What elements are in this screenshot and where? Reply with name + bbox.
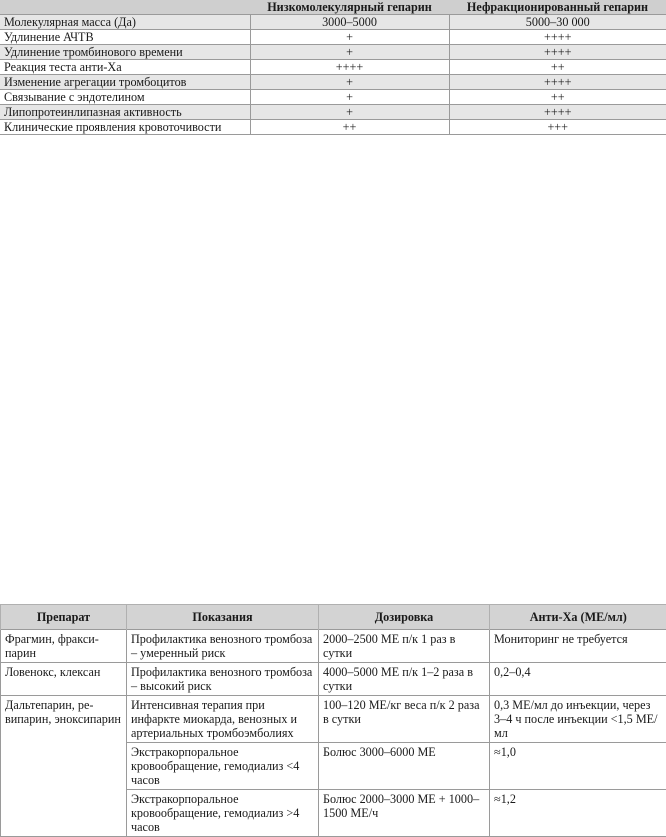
antixa-cell: 0,2–0,4 xyxy=(490,663,666,696)
table-row xyxy=(0,30,666,45)
property-cell: Изменение агрегации тромбоцитов xyxy=(0,75,250,90)
table-row xyxy=(0,15,666,30)
ufh-value: ++ xyxy=(449,90,666,105)
indication-cell: Экстракорпоральное кровообращение, гемодиализ >4 часов xyxy=(127,790,319,837)
ufh-value: ++++ xyxy=(449,45,666,60)
lmwh-value: + xyxy=(250,105,449,120)
table-row xyxy=(0,60,666,75)
antixa-cell: ≈1,2 xyxy=(490,790,666,837)
indication-cell: Экстракорпоральное кровообращение, гемодиализ <4 часов xyxy=(127,743,319,790)
lmwh-value: + xyxy=(250,45,449,60)
table-header-row xyxy=(0,0,666,15)
ufh-value: 5000–30 000 xyxy=(449,15,666,30)
dose-cell: 4000–5000 МЕ п/к 1–2 раза в сутки xyxy=(319,663,490,696)
ufh-value: ++ xyxy=(449,60,666,75)
header-drug: Препарат xyxy=(1,605,127,630)
table-row xyxy=(0,75,666,90)
ufh-value: ++++ xyxy=(449,75,666,90)
heparin-comparison-table xyxy=(0,0,666,135)
header-indication: Показания xyxy=(127,605,319,630)
ufh-value: +++ xyxy=(449,120,666,135)
table-row xyxy=(1,630,666,663)
property-cell: Связывание с эндотелином xyxy=(0,90,250,105)
indication-cell: Профилактика венозного тромбоза – высокий риск xyxy=(127,663,319,696)
property-cell: Удлинение АЧТВ xyxy=(0,30,250,45)
indication-cell: Профилактика венозного тромбоза – умеренный риск xyxy=(127,630,319,663)
table-row xyxy=(1,696,666,743)
table-row xyxy=(0,120,666,135)
property-cell: Молекулярная масса (Да) xyxy=(0,15,250,30)
lmwh-value: ++ xyxy=(250,120,449,135)
table-row xyxy=(0,45,666,60)
header-dose: Дозировка xyxy=(319,605,490,630)
header-antixa: Анти-Ха (МЕ/мл) xyxy=(490,605,666,630)
drug-cell: Фрагмин, фракси- парин xyxy=(1,630,127,663)
lmwh-value: ++++ xyxy=(250,60,449,75)
dose-cell: 100–120 МЕ/кг веса п/к 2 раза в сутки xyxy=(319,696,490,743)
table-row xyxy=(1,663,666,696)
dose-cell: Болюс 3000–6000 МЕ xyxy=(319,743,490,790)
property-cell: Клинические проявления кровоточивости xyxy=(0,120,250,135)
header-cell xyxy=(0,0,250,15)
property-cell: Удлинение тромбинового времени xyxy=(0,45,250,60)
dose-cell: Болюс 2000–3000 МЕ + 1000–1500 МЕ/ч xyxy=(319,790,490,837)
indication-cell: Интенсивная терапия при инфаркте миокарда, венозных и артериальных тромбоэмболиях xyxy=(127,696,319,743)
lmwh-value: 3000–5000 xyxy=(250,15,449,30)
antixa-cell: Мониторинг не требуется xyxy=(490,630,666,663)
drug-cell: Ловенокс, клексан xyxy=(1,663,127,696)
dose-cell: 2000–2500 МЕ п/к 1 раз в сутки xyxy=(319,630,490,663)
ufh-value: ++++ xyxy=(449,30,666,45)
property-cell: Реакция теста анти-Ха xyxy=(0,60,250,75)
property-cell: Липопротеинлипазная активность xyxy=(0,105,250,120)
drug-cell: Дальтепарин, ре- випарин, эноксипарин xyxy=(1,696,127,837)
lmwh-value: + xyxy=(250,75,449,90)
table-header-row xyxy=(1,605,666,630)
antixa-cell: 0,3 МЕ/мл до инъекции, через 3–4 ч после инъекции <1,5 МЕ/мл xyxy=(490,696,666,743)
table-row xyxy=(0,90,666,105)
table-row xyxy=(0,105,666,120)
ufh-value: ++++ xyxy=(449,105,666,120)
header-cell: Нефракционированный гепарин xyxy=(449,0,666,15)
lmwh-value: + xyxy=(250,30,449,45)
header-cell: Низкомолекулярный гепарин xyxy=(250,0,449,15)
lmwh-dosage-table xyxy=(0,604,666,837)
antixa-cell: ≈1,0 xyxy=(490,743,666,790)
lmwh-value: + xyxy=(250,90,449,105)
